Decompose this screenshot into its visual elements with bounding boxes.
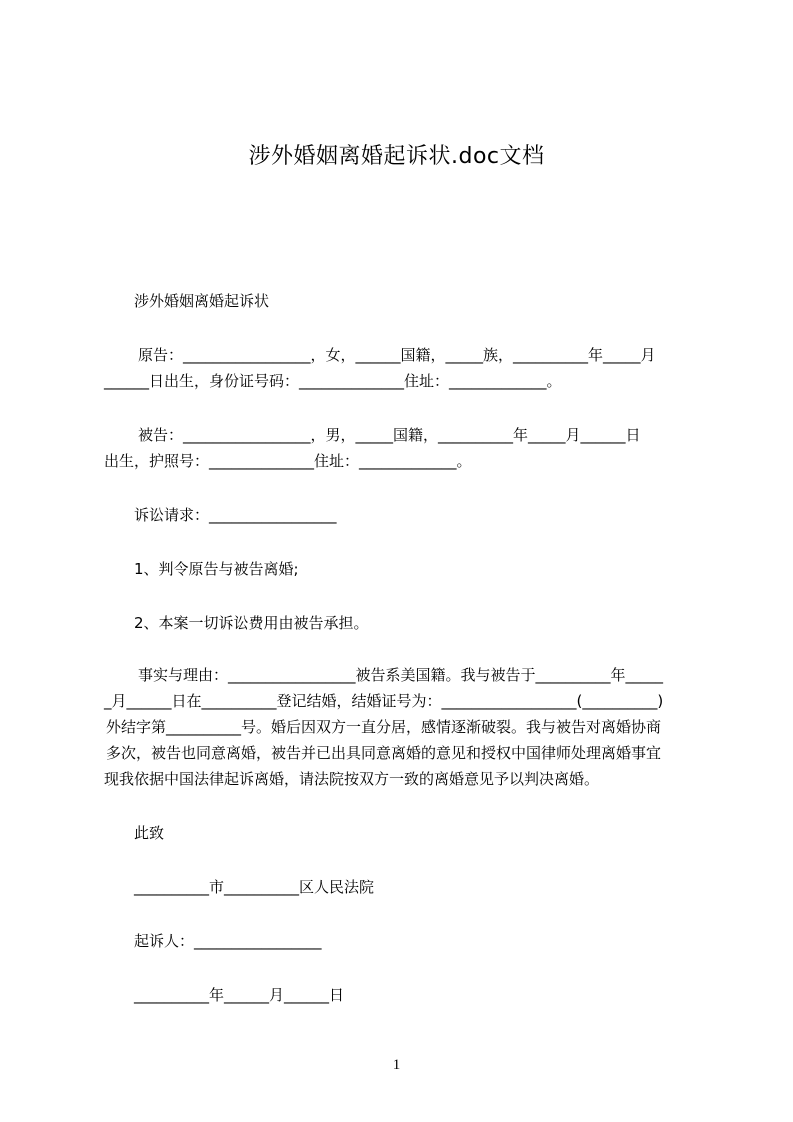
closing-salutation: 此致 <box>134 824 165 842</box>
petitioner-signature: 起诉人：_________________ <box>134 932 322 950</box>
defendant-line-2: 出生，护照号：______________住址：_____________。 <box>104 452 472 470</box>
page-number: 1 <box>392 1057 401 1073</box>
claims-label: 诉讼请求：_________________ <box>134 506 337 524</box>
claim-item-2: 2、本案一切诉讼费用由被告承担。 <box>134 614 369 632</box>
plaintiff-line-2: ______日出生，身份证号码：______________住址：_____________。 <box>104 372 562 390</box>
claim-item-1: 1、判令原告与被告离婚; <box>134 560 299 578</box>
facts-line-1: 事实与理由：_________________被告系美国籍。我与被告于__________年_____ <box>138 666 664 684</box>
complaint-heading: 涉外婚姻离婚起诉状 <box>134 292 270 310</box>
document-title: 涉外婚姻离婚起诉状.doc文档 <box>248 144 545 169</box>
facts-line-4: 多次，被告也同意离婚，被告并已出具同意离婚的意见和授权中国律师处理离婚事宜 <box>106 744 662 762</box>
court-name: __________市__________区人民法院 <box>134 878 375 896</box>
defendant-line-1: 被告：_________________，男，_____国籍，__________年_____月______日 <box>138 426 641 444</box>
facts-line-5: 现我依据中国法律起诉离婚，请法院按双方一致的离婚意见予以判决离婚。 <box>104 770 600 788</box>
signing-date: __________年______月______日 <box>134 986 345 1004</box>
plaintiff-line-1: 原告：_________________，女，______国籍，_____族，__________年_____月 <box>138 346 656 364</box>
facts-line-3: 外结字第__________号。婚后因双方一直分居，感情逐渐破裂。我与被告对离婚协商 <box>106 718 662 736</box>
facts-line-2: _月______日在__________登记结婚，结婚证号为：__________________(__________) <box>104 692 664 710</box>
